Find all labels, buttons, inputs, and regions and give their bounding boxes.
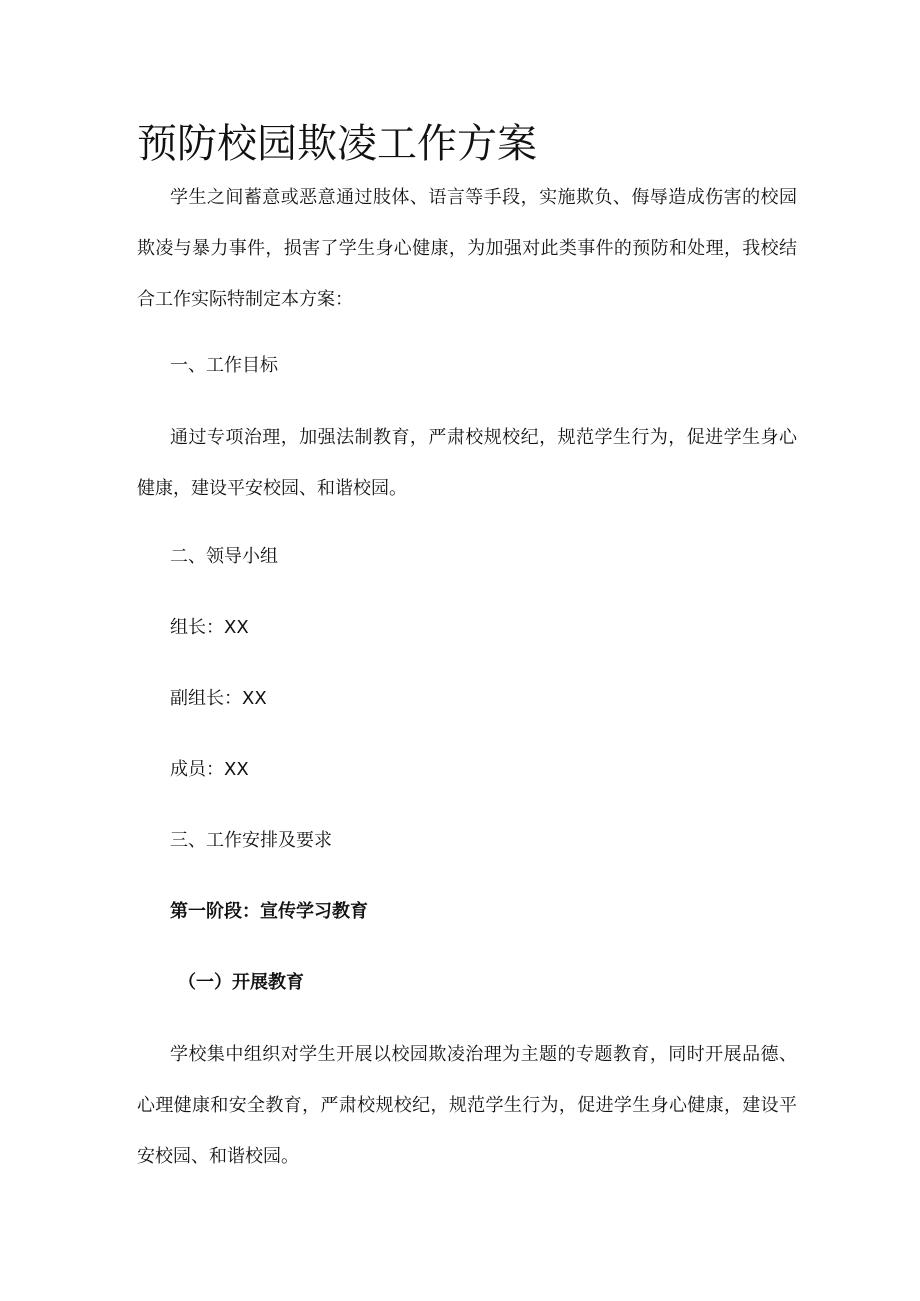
phase-heading: 第一阶段：宣传学习教育: [170, 901, 368, 922]
intro-paragraph: 学生之间蓄意或恶意通过肢体、语言等手段，实施欺负、侮辱造成伤害的校园欺凌与暴力事件，损害了学生身心健康，为加强对此类事件的预防和处理，我校结合工作实际特制定本方案：: [137, 187, 797, 310]
deputy-leader-line: 副组长：XX: [170, 688, 267, 709]
section-heading-goals: 一、工作目标: [170, 355, 278, 376]
section-heading-leadership: 二、领导小组: [170, 546, 278, 567]
goals-paragraph: 通过专项治理，加强法制教育，严肃校规校纪，规范学生行为，促进学生身心健康，建设平安校园、和谐校园。: [137, 427, 797, 499]
members-line: 成员：XX: [170, 759, 249, 780]
education-paragraph: 学校集中组织对学生开展以校园欺凌治理为主题的专题教育，同时开展品德、心理健康和安全教育，严肃校规校纪，规范学生行为，促进学生身心健康，建设平安校园、和谐校园。: [137, 1044, 797, 1167]
subsection-heading: （一）开展教育: [178, 972, 304, 993]
document-title: 预防校园欺凌工作方案: [137, 121, 537, 167]
leader-line: 组长：XX: [170, 617, 249, 638]
section-heading-arrangements: 三、工作安排及要求: [170, 830, 332, 851]
